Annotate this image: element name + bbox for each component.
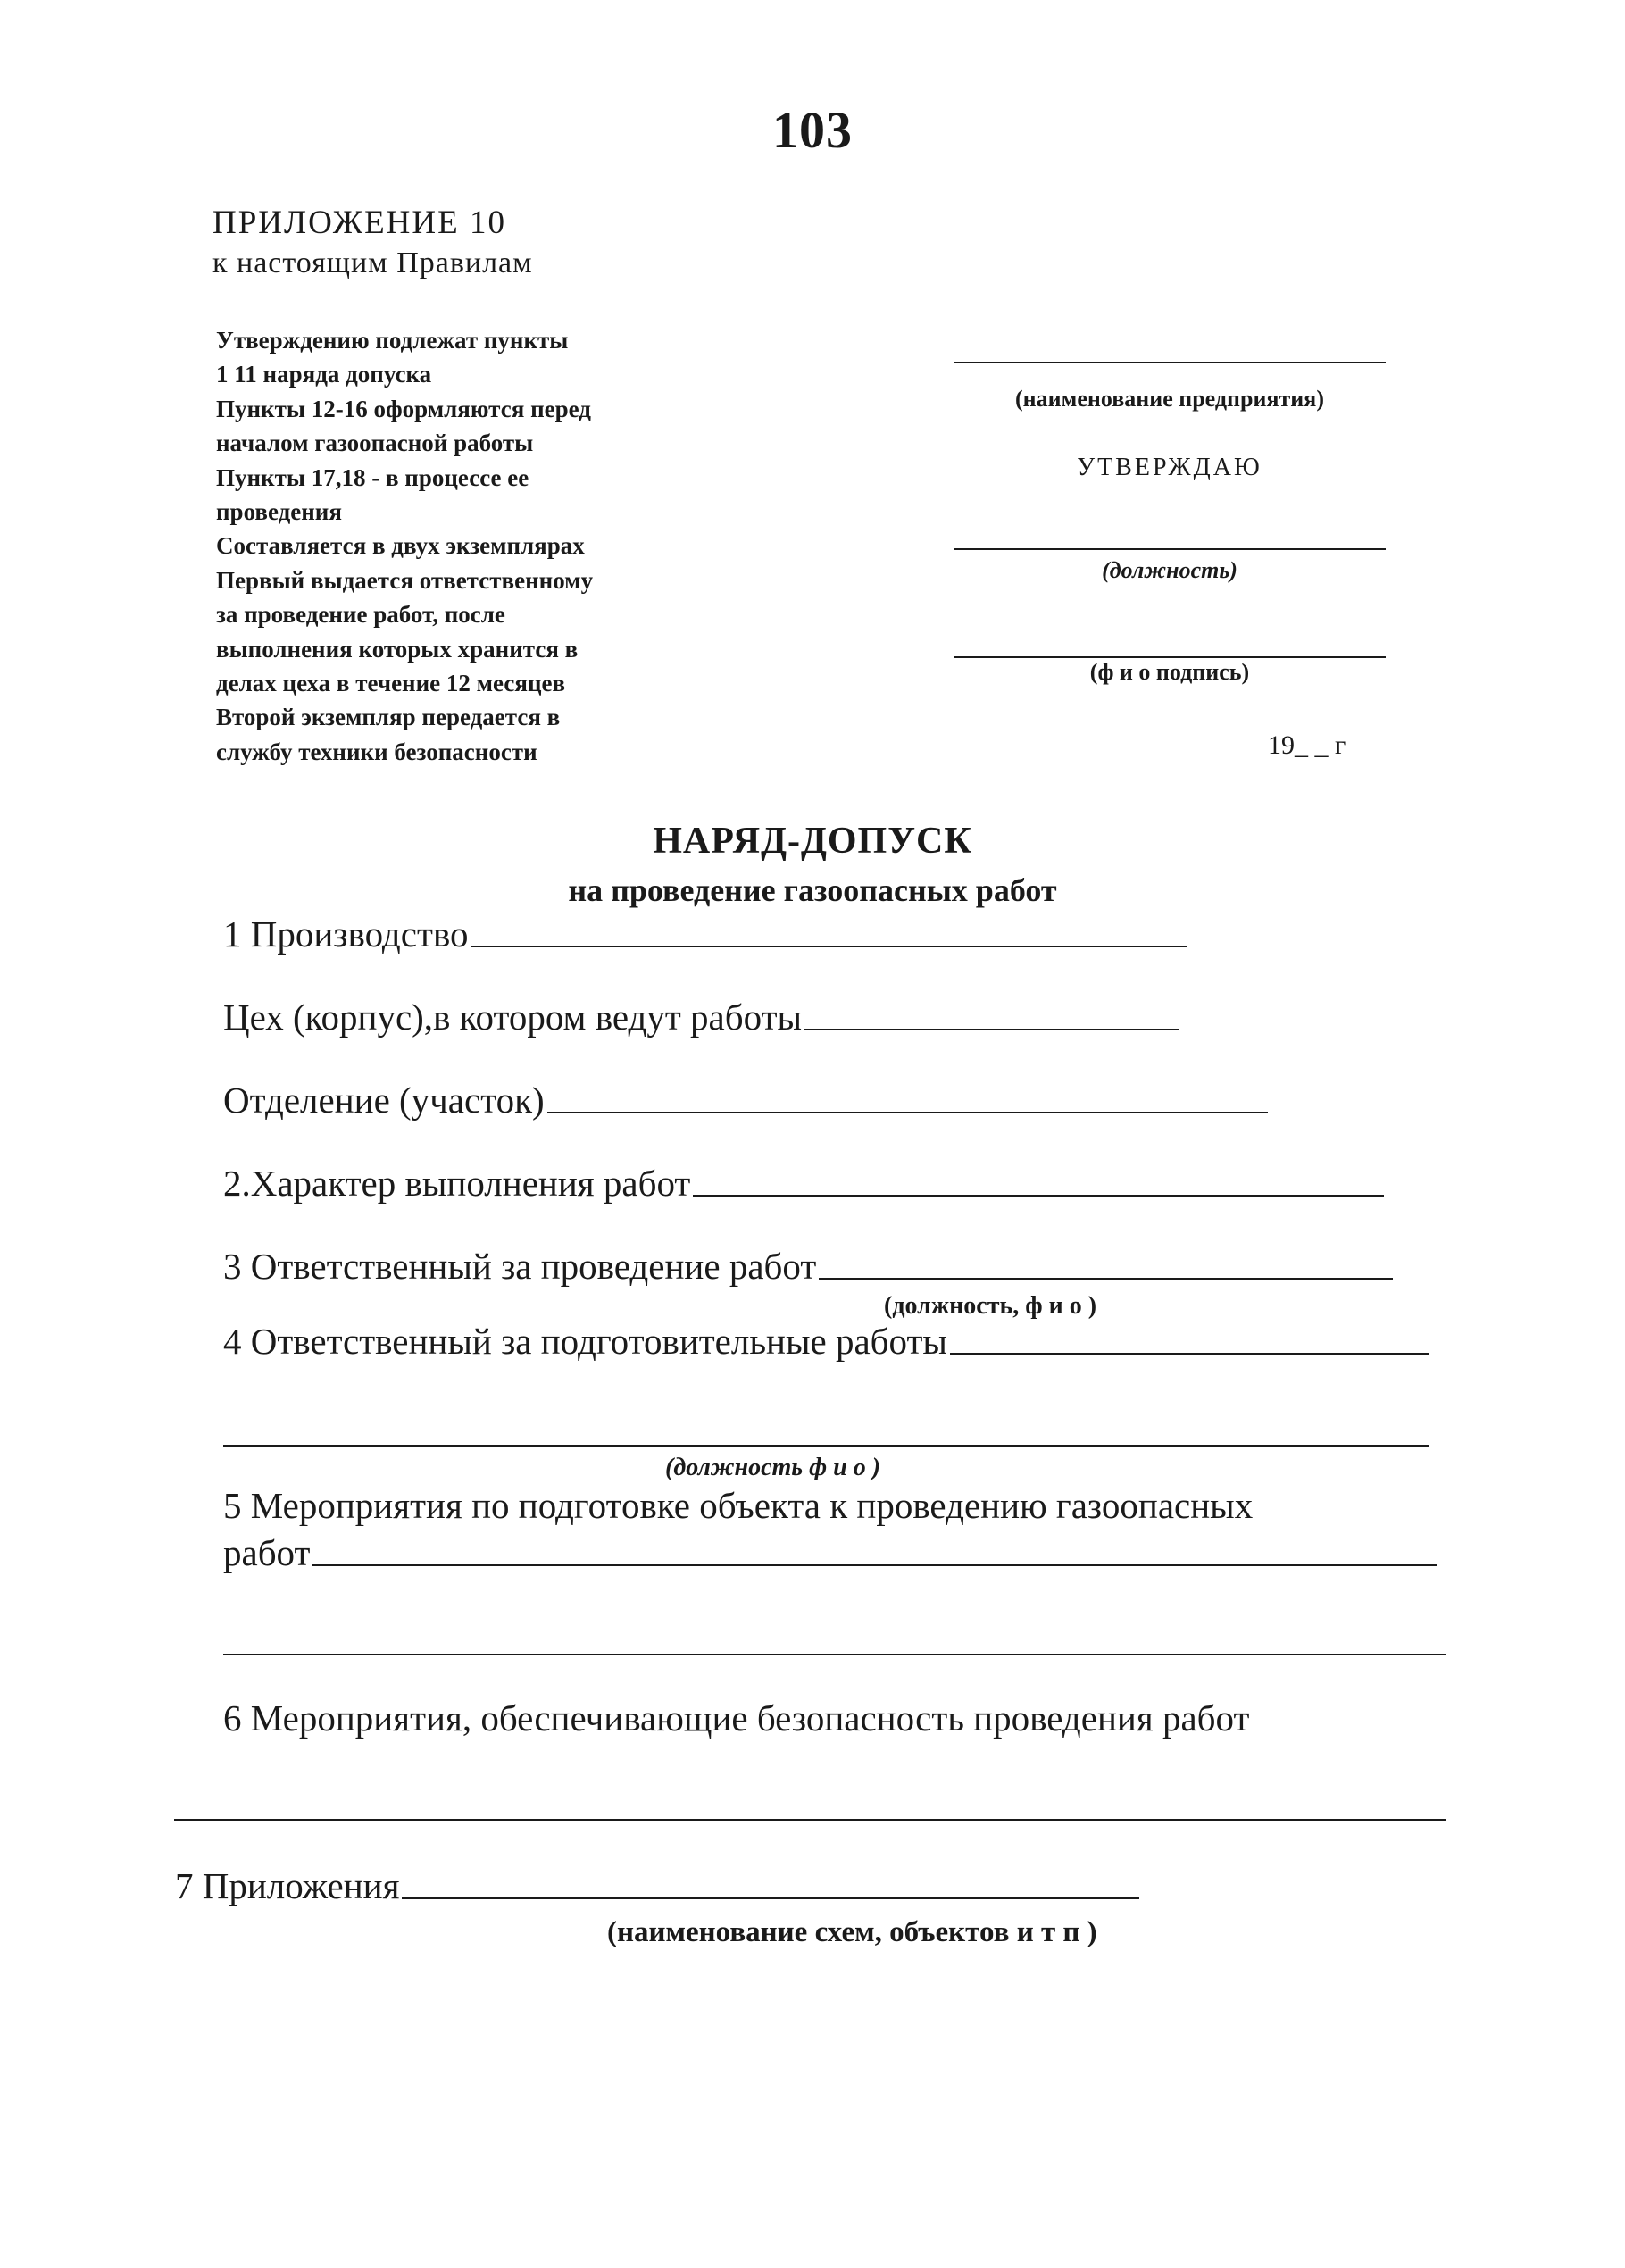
responsible-prep-label: 4 Ответственный за подготовительные работы <box>223 1321 947 1362</box>
note-line: за проведение работ, после <box>216 601 505 629</box>
note-line: выполнения которых хранится в <box>216 635 579 663</box>
preparation-measures-label: 5 Мероприятия по подготовке объекта к проведению газоопасных <box>223 1485 1254 1526</box>
preparation-measures-field[interactable] <box>223 1531 1438 1574</box>
position-caption: (должность) <box>1102 557 1238 583</box>
production-field[interactable] <box>223 913 1188 955</box>
production-blank[interactable] <box>471 946 1188 947</box>
note-line: Первый выдается ответственному <box>216 566 594 594</box>
attachments-caption: (наименование схем, объектов и т п ) <box>607 1916 1097 1948</box>
note-line: службу техники безопасности <box>216 738 538 765</box>
enterprise-caption: (наименование предприятия) <box>1015 386 1324 412</box>
responsible-prep-blank[interactable] <box>950 1353 1429 1355</box>
workshop-label: Цех (корпус),в котором ведут работы <box>223 996 803 1038</box>
section-field[interactable] <box>223 1079 1268 1121</box>
responsible-work-field[interactable] <box>223 1245 1393 1288</box>
instructions-notes <box>216 323 593 769</box>
section-blank[interactable] <box>547 1112 1268 1113</box>
attachments-blank[interactable] <box>402 1897 1139 1899</box>
enterprise-line[interactable] <box>954 362 1386 363</box>
responsible-prep-field[interactable] <box>223 1320 1429 1363</box>
note-line: Пункты 17,18 - в процессе ее <box>216 463 529 491</box>
section-label: Отделение (участок) <box>223 1080 545 1121</box>
approval-date[interactable]: 19_ _ г <box>1268 730 1346 760</box>
document-subtitle: на проведение газоопасных работ <box>568 872 1057 908</box>
note-line: началом газоопасной работы <box>216 429 534 457</box>
note-line: Пункты 12-16 оформляются перед <box>216 395 591 422</box>
attachments-label: 7 Приложения <box>175 1865 400 1906</box>
workshop-blank[interactable] <box>804 1029 1179 1030</box>
page-number: 103 <box>772 101 853 159</box>
work-nature-label: 2.Характер выполнения работ <box>223 1163 691 1204</box>
responsible-work-label: 3 Ответственный за проведение работ <box>223 1246 817 1287</box>
responsible-work-blank[interactable] <box>819 1278 1393 1280</box>
appendix-title: ПРИЛОЖЕНИЕ 10 <box>212 204 506 241</box>
appendix-subtitle: к настоящим Правилам <box>212 246 533 279</box>
work-nature-blank[interactable] <box>693 1195 1384 1197</box>
safety-measures-label: 6 Мероприятия, обеспечивающие безопасность проведения работ <box>223 1697 1250 1739</box>
note-line: Составляется в двух экземплярах <box>216 532 585 560</box>
position-line[interactable] <box>954 548 1386 550</box>
work-nature-field[interactable] <box>223 1162 1384 1205</box>
attachments-field[interactable] <box>175 1864 1139 1907</box>
note-line: проведения <box>216 498 342 526</box>
name-signature-caption: (ф и о подпись) <box>1089 659 1250 685</box>
preparation-measures-line2[interactable] <box>223 1654 1446 1655</box>
preparation-measures-blank[interactable] <box>312 1564 1438 1566</box>
name-signature-line[interactable] <box>954 656 1386 658</box>
production-label: 1 Производство <box>223 913 469 955</box>
note-line: делах цеха в течение 12 месяцев <box>216 670 566 697</box>
approve-label: УТВЕРЖДАЮ <box>1077 454 1262 481</box>
document-title: НАРЯД-ДОПУСК <box>653 821 972 862</box>
responsible-work-caption: (должность, ф и о ) <box>884 1292 1097 1320</box>
note-line: Утверждению подлежат пункты <box>216 327 569 354</box>
note-line: Второй экземпляр передается в <box>216 704 561 731</box>
safety-measures-line[interactable] <box>174 1819 1446 1821</box>
responsible-prep-caption: (должность ф и о ) <box>665 1454 881 1481</box>
responsible-prep-line2[interactable] <box>223 1445 1429 1447</box>
preparation-measures-label-2: работ <box>223 1532 311 1573</box>
note-line: 1 11 наряда допуска <box>216 361 432 388</box>
workshop-field[interactable] <box>223 996 1179 1038</box>
